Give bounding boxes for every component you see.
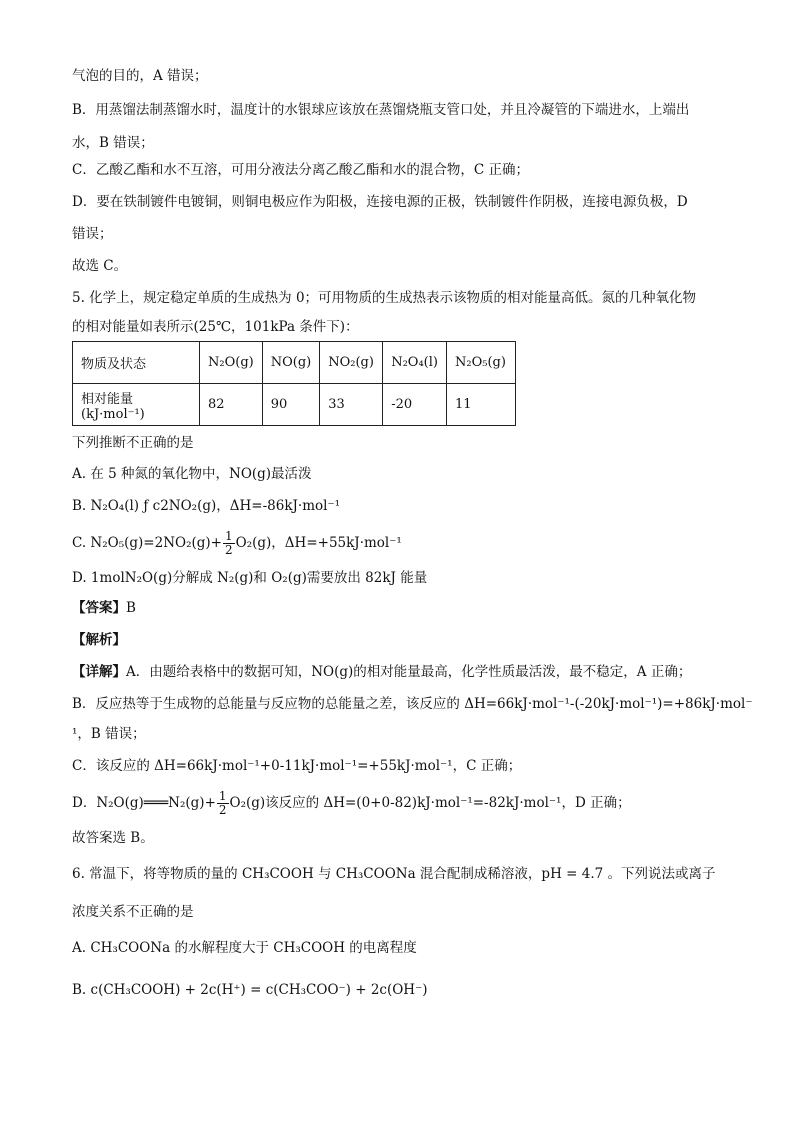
question-6-option-a: A. CH₃COONa 的水解程度大于 CH₃COOH 的电离程度 [72, 940, 417, 956]
table-cell: N₂O₄(l) [383, 342, 447, 384]
table-cell: 相对能量 (kJ·mol⁻¹) [73, 384, 200, 426]
table-cell: 82 [200, 384, 263, 426]
question-5-stem: 5. 化学上，规定稳定单质的生成热为 0；可用物质的生成热表示该物质的相对能量高低。氮的几种氧化物 [72, 290, 697, 306]
table-cell: NO(g) [262, 342, 320, 384]
text-line: 水，B 错误； [72, 135, 154, 151]
option-a: A. 在 5 种氮的氧化物中，NO(g)最活泼 [72, 466, 312, 482]
text-line: ¹，B 错误； [72, 726, 146, 742]
table-cell: -20 [383, 384, 447, 426]
question-5-stem: 的相对能量如表所示(25℃，101kPa 条件下)： [72, 319, 359, 335]
fraction-half [217, 790, 229, 817]
text-line: C．该反应的 ΔH=66kJ·mol⁻¹+0-11kJ·mol⁻¹=+55kJ·mol⁻¹，C 正确； [72, 758, 522, 774]
question-6-stem: 6. 常温下，将等物质的量的 CH₃COOH 与 CH₃COONa 混合配制成稀溶液，pH = 4.7 。下列说法或离子 [72, 866, 716, 882]
table-cell: 90 [262, 384, 320, 426]
analysis-label [72, 630, 126, 650]
table-cell: 11 [446, 384, 515, 426]
detail-text: A．由题给表格中的数据可知，NO(g)的相对能量最高，化学性质最活泼，最不稳定，A 正确； [126, 664, 692, 680]
text-line: 故选 C。 [72, 258, 128, 274]
text-line: 错误； [72, 226, 113, 242]
table-cell: 33 [320, 384, 383, 426]
table-header-row [73, 342, 516, 384]
analysis-label-text: 【解析】 [72, 632, 126, 648]
fraction-half [223, 530, 235, 557]
detail-d-text: O₂(g)该反应的 ΔH=(0+0-82)kJ·mol⁻¹=-82kJ·mol⁻¹，D 正确； [229, 795, 631, 811]
table-cell: N₂O(g) [200, 342, 263, 384]
option-c-text: C. N₂O₅(g)=2NO₂(g)+ [72, 535, 222, 551]
text-line: 气泡的目的，A 错误； [72, 68, 208, 84]
detail-line [72, 662, 691, 682]
text-line [72, 790, 631, 817]
text-line: D．要在铁制镀件电镀铜，则铜电极应作为阳极，连接电源的正极，铁制镀件作阴极，连接电源负极，D [72, 194, 688, 210]
answer-value: B [126, 600, 136, 616]
detail-d-text: D．N₂O(g)═══N₂(g)+ [72, 795, 216, 811]
question-6-stem: 浓度关系不正确的是 [72, 904, 194, 920]
fraction-denominator: 2 [225, 543, 233, 557]
option-c-text: O₂(g)，ΔH=+55kJ·mol⁻¹ [235, 535, 402, 551]
text-line: C．乙酸乙酯和水不互溶，可用分液法分离乙酸乙酯和水的混合物，C 正确； [72, 162, 529, 178]
fraction-numerator: 1 [225, 529, 233, 543]
text-line: 故答案选 B。 [72, 830, 154, 846]
detail-label: 【详解】 [72, 664, 126, 680]
text-line: B．用蒸馏法制蒸馏水时，温度计的水银球应该放在蒸馏烧瓶支管口处，并且冷凝管的下端进水，上端出 [72, 102, 690, 118]
fraction-numerator: 1 [218, 789, 227, 803]
table-row [73, 384, 516, 426]
table-cell: 物质及状态 [73, 342, 200, 384]
energy-table [72, 341, 516, 426]
table-cell: NO₂(g) [320, 342, 383, 384]
fraction-denominator: 2 [218, 803, 227, 817]
table-cell: N₂O₅(g) [446, 342, 515, 384]
text-line: B．反应热等于生成物的总能量与反应物的总能量之差，该反应的 ΔH=66kJ·mol⁻¹-(-20kJ·mol⁻¹)=+86kJ·mol⁻ [72, 696, 753, 712]
answer-label: 【答案】 [72, 600, 126, 616]
option-b: B. N₂O₄(l) ƒ c2NO₂(g)，ΔH=-86kJ·mol⁻¹ [72, 498, 340, 514]
question-5-prompt: 下列推断不正确的是 [72, 435, 194, 451]
question-6-option-b: B. c(CH₃COOH) + 2c(H⁺) = c(CH₃COO⁻) + 2c(OH⁻) [72, 982, 428, 998]
option-d: D. 1molN₂O(g)分解成 N₂(g)和 O₂(g)需要放出 82kJ 能量 [72, 570, 428, 586]
option-c [72, 530, 402, 557]
answer-line [72, 598, 136, 618]
